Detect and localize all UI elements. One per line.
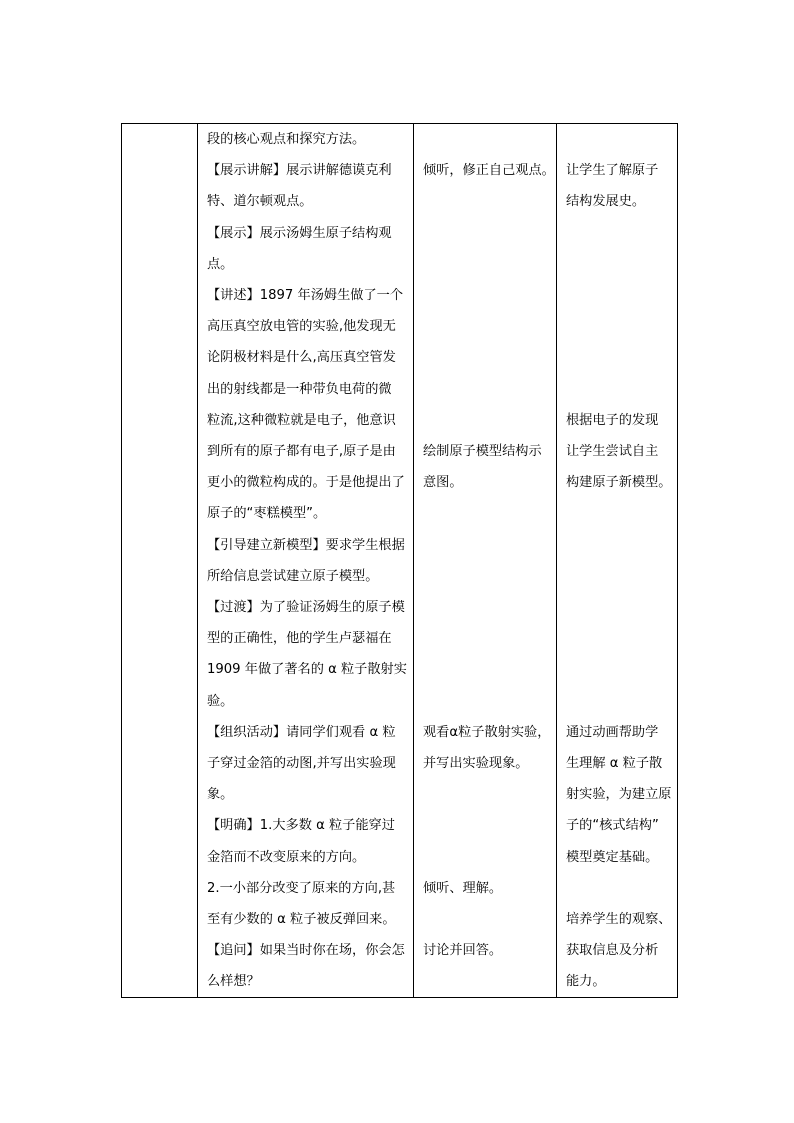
design-intent-cell xyxy=(562,124,677,997)
design-intent-line: 让学生尝试自主 xyxy=(566,444,659,459)
student-activity-line: 倾听，修正自己观点。 xyxy=(423,163,555,179)
design-intent-line: 根据电子的发现 xyxy=(566,412,659,428)
teacher-activity-line: 象。 xyxy=(207,787,234,803)
design-intent-line: 生理解 α 粒子散 xyxy=(566,756,663,771)
design-intent-line: 获取信息及分析 xyxy=(566,943,659,959)
design-intent-line: 模型奠定基础。 xyxy=(566,849,659,865)
teacher-activity-line: 么样想？ xyxy=(207,974,260,990)
teacher-activity-line: 子穿过金箔的动图,并写出实验现 xyxy=(207,756,396,771)
teacher-activity-line: 金箔而不改变原来的方向。 xyxy=(207,849,366,865)
design-intent-line: 通过动画帮助学 xyxy=(566,724,659,740)
design-intent-line: 构建原子新模型。 xyxy=(566,475,672,491)
student-activity-line: 讨论并回答。 xyxy=(423,943,503,959)
teacher-activity-line: 出的射线都是一种带负电荷的微 xyxy=(207,381,392,397)
teacher-activity-line: 【明确】1.大多数 α 粒子能穿过 xyxy=(207,818,395,834)
column-divider xyxy=(197,124,198,997)
teacher-activity-line: 段的核心观点和探究方法。 xyxy=(207,132,366,147)
design-intent-line: 射实验，为建立原 xyxy=(566,787,672,803)
teacher-activity-line: 论阴极材料是什么,高压真空管发 xyxy=(207,350,396,366)
teacher-activity-line: 点。 xyxy=(207,256,234,272)
stage-cell xyxy=(122,124,197,997)
teacher-activity-line: 特、道尔顿观点。 xyxy=(207,194,313,210)
student-activity-line: 并写出实验现象。 xyxy=(423,756,529,771)
student-activity-cell xyxy=(419,124,557,997)
teacher-activity-line: 至有少数的 α 粒子被反弹回来。 xyxy=(207,912,396,927)
teacher-activity-line: 到所有的原子都有电子,原子是由 xyxy=(207,444,396,459)
teacher-activity-line: 所给信息尝试建立原子模型。 xyxy=(207,568,379,584)
lesson-plan-table xyxy=(121,123,678,998)
teacher-activity-line: 【追问】如果当时你在场，你会怎 xyxy=(207,943,405,959)
teacher-activity-line: 【讲述】1897 年汤姆生做了一个 xyxy=(207,288,404,303)
teacher-activity-line: 粒流,这种微粒就是电子，他意识 xyxy=(207,412,396,428)
teacher-activity-line: 型的正确性，他的学生卢瑟福在 xyxy=(207,631,392,647)
teacher-activity-line: 更小的微粒构成的。于是他提出了 xyxy=(207,475,405,491)
teacher-activity-line: 高压真空放电管的实验,他发现无 xyxy=(207,319,396,335)
teacher-activity-line: 【引导建立新模型】要求学生根据 xyxy=(207,537,405,553)
teacher-activity-line: 1909 年做了著名的 α 粒子散射实 xyxy=(207,662,407,678)
student-activity-line: 绘制原子模型结构示 xyxy=(423,444,542,459)
design-intent-line: 能力。 xyxy=(566,974,606,990)
design-intent-line: 让学生了解原子 xyxy=(566,163,659,179)
design-intent-line: 子的“核式结构” xyxy=(566,818,659,834)
teacher-activity-line: 验。 xyxy=(207,693,234,709)
teacher-activity-cell xyxy=(203,124,414,997)
teacher-activity-line: 【展示讲解】展示讲解德谟克利 xyxy=(207,163,392,179)
student-activity-line: 观看α粒子散射实验， xyxy=(423,724,551,740)
design-intent-line: 培养学生的观察、 xyxy=(566,912,672,927)
teacher-activity-line: 【组织活动】请同学们观看 α 粒 xyxy=(207,724,396,740)
teacher-activity-line: 原子的“枣糕模型”。 xyxy=(207,506,327,522)
teacher-activity-line: 【过渡】为了验证汤姆生的原子模 xyxy=(207,600,405,615)
student-activity-line: 意图。 xyxy=(423,475,463,491)
teacher-activity-line: 2.一小部分改变了原来的方向,甚 xyxy=(207,880,396,896)
teacher-activity-line: 【展示】展示汤姆生原子结构观 xyxy=(207,225,392,241)
design-intent-line: 结构发展史。 xyxy=(566,194,646,210)
student-activity-line: 倾听、理解。 xyxy=(423,880,503,896)
